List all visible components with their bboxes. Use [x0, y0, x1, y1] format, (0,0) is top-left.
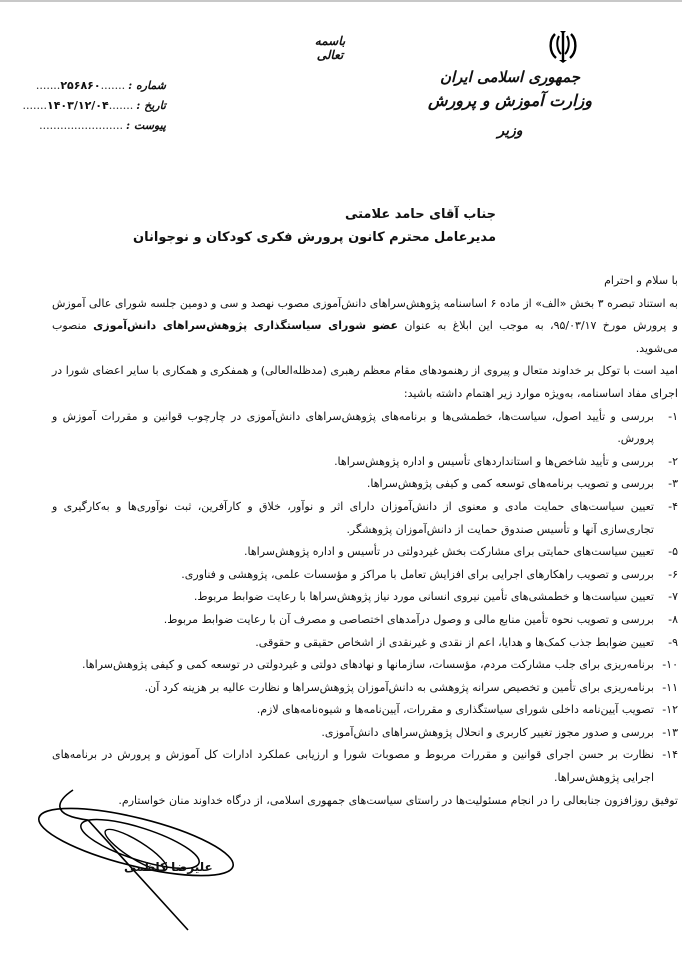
duties-list [52, 406, 678, 790]
ministry-name: وزارت آموزش و پرورش [428, 91, 592, 110]
office-title: وزیر [497, 123, 523, 139]
letter-metadata [22, 76, 166, 136]
attachment-label: پیوست : [126, 119, 166, 132]
bismillah-heading: باسمه تعالی [314, 34, 346, 62]
number-label: شماره : [128, 79, 166, 92]
letterhead [410, 66, 610, 144]
instruction-paragraph: امید است با توکل بر خداوند متعال و پیروی از رهنمودهای مقام معظم رهبری (مدظله‌العالی) و همفکری و همکاری با سایر اعضای شورا در اجرای مفاد اساسنامه، به‌ویژه موارد زیر اهتمام داشته باشید: [52, 364, 678, 400]
list-item: ۱- بررسی و تأیید اصول، سیاست‌ها، خطمشی‌ها و برنامه‌های پژوهش‌سراهای دانش‌آموزی در چارچوب قوانین و مقررات آموزش و پرورش. [52, 409, 678, 446]
letter-date: ۱۴۰۳/۱۲/۰۴ [46, 99, 109, 112]
letter-number: ۲۵۶۸۶۰ [60, 79, 101, 92]
list-item: ۱۰- برنامه‌ریزی برای جلب مشارکت مردم، مؤسسات، سازمانها و نهادهای دولتی و غیردولتی در توسعه کمی و کیفی پژوهش‌سراها. [82, 658, 678, 672]
signer-name: علیرضا کاظمی [124, 860, 213, 874]
appointment-title: عضو شورای سیاستگذاری پژوهش‌سراهای دانش‌آموزی [93, 319, 398, 333]
list-item: ۳- بررسی و تصویب برنامه‌های توسعه کمی و کیفی پژوهش‌سراها. [366, 477, 678, 491]
letter-body [52, 270, 678, 812]
list-item: ۸- بررسی و تصویب نحوه تأمین منابع مالی و وصول درآمدهای اختصاصی و مصرف آن با رعایت ضوابط مربوط. [163, 612, 678, 626]
date-row: تاریخ : ....... ۱۴۰۳/۱۲/۰۴ ....... [36, 96, 166, 116]
list-item: ۱۳- بررسی و صدور مجوز تغییر کاربری و انحلال پژوهش‌سراهای دانش‌آموزی. [321, 725, 678, 739]
recipient-block [133, 204, 496, 250]
number-row: شماره : ....... ۲۵۶۸۶۰ ....... [36, 76, 166, 96]
list-item: ۷- تعیین سیاست‌ها و خطمشی‌های تأمین نیروی انسانی مورد نیاز پژوهش‌سراها با رعایت ضوابط مربوط. [193, 590, 678, 604]
list-item: ۱۴- نظارت بر حسن اجرای قوانین و مقررات مربوط و مصوبات شورا و ارزیابی عملکرد ادارات کل آموزش و پرورش در برنامه‌های اجرایی پژوهش‌سراها. [52, 748, 678, 785]
date-label: تاریخ : [136, 99, 166, 112]
list-item: ۹- تعیین ضوابط جذب کمک‌ها و هدایا، اعم از نقدی و غیرنقدی از اشخاص حقیقی و حقوقی. [255, 635, 678, 649]
recipient-title: مدیرعامل محترم کانون پرورش فکری کودکان و نوجوانان [133, 230, 496, 245]
appointment-paragraph: به استناد تبصره ۳ بخش «الف» از ماده ۶ اساسنامه پژوهش‌سراهای دانش‌آموزی مصوب نهصد و سی و دومین جلسه شورای عالی آموزش و پرورش مورخ ۹۵/۰۳/۱۷، به موجب این ابلاغ به عنوان عضو شورای سیاستگذاری پژوهش‌سراهای دانش‌آموزی منصوب می‌شوید. [52, 296, 678, 355]
greeting: با سلام و احترام [604, 274, 678, 287]
list-item: ۶- بررسی و تصویب راهکارهای اجرایی برای افزایش تعامل با مراکز و مؤسسات علمی، پژوهشی و فناوری. [181, 567, 678, 581]
list-item: ۱۲- تصویب آیین‌نامه داخلی شورای سیاستگذاری و مقررات، آیین‌نامه‌ها و شیوه‌نامه‌های لازم. [256, 703, 678, 717]
attachment-row: پیوست : ........................ [36, 116, 166, 136]
recipient-name: جناب آقای حامد علامتی [344, 207, 496, 222]
top-border [0, 0, 682, 2]
iran-emblem-icon [545, 28, 581, 64]
country-name: جمهوری اسلامی ایران [439, 68, 581, 86]
list-item: ۱۱- برنامه‌ریزی برای تأمین و تخصیص سرانه پژوهشی به دانش‌آموزان پژوهش‌سراها و نظارت عالیه بر هزینه کرد آن. [144, 680, 678, 694]
closing-paragraph: توفیق روزافزون جنابعالی را در انجام مسئولیت‌ها در راستای سیاست‌های جمهوری اسلامی، از درگاه خداوند منان خواستارم. [118, 793, 678, 807]
list-item: ۲- بررسی و تأیید شاخص‌ها و استانداردهای تأسیس و اداره پژوهش‌سراها. [334, 454, 678, 468]
list-item: ۵- تعیین سیاست‌های حمایتی برای مشارکت بخش غیردولتی در تأسیس و اداره پژوهش‌سراها. [244, 545, 678, 559]
list-item: ۴- تعیین سیاست‌های حمایت مادی و معنوی از دانش‌آموزان دارای اثر و نوآور، خلاق و کارآفرین، ثبت نوآوری‌ها و به‌کارگیری و تجاری‌سازی آنها و تأسیس صندوق حمایت از دانش‌آموزان پژوهشگر. [52, 499, 678, 536]
